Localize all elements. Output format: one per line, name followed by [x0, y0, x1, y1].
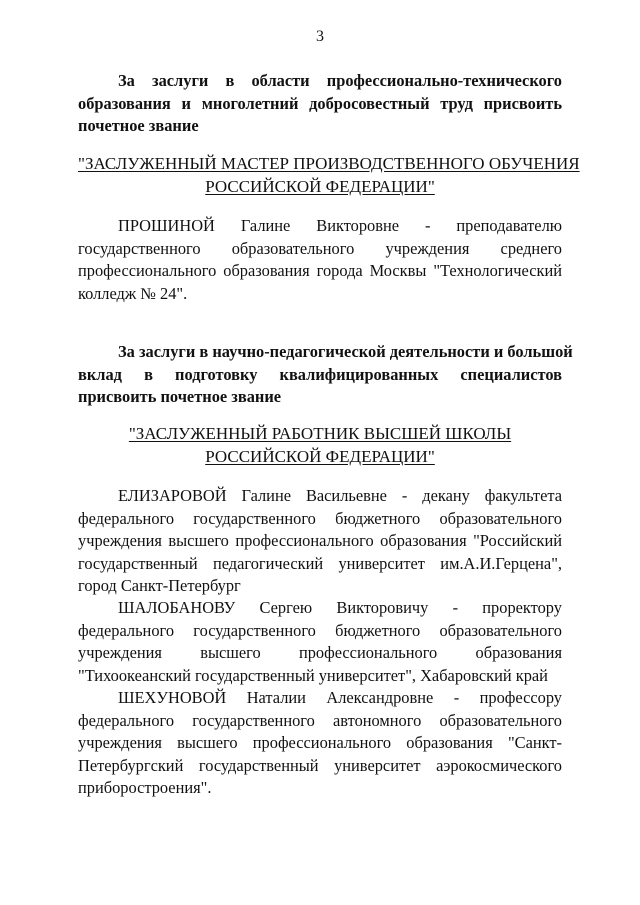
award-entry-elizarova [78, 485, 562, 598]
entry-line: колледж № 24". [78, 283, 188, 303]
entry-line: государственного образовательного учреждения среднего [78, 238, 562, 258]
section1-award-title [78, 153, 580, 198]
entry-line: федерального государственного бюджетного образовательного [78, 508, 562, 528]
award-entry-shekhunova [78, 687, 562, 800]
entry-line: ЕЛИЗАРОВОЙ Галине Васильевне - декану факультета [118, 486, 562, 505]
entry-line: "Тихоокеанский государственный университет", Хабаровский край [78, 665, 548, 685]
section2-award-title [78, 423, 562, 468]
entry-line: федерального государственного автономного образовательного [78, 710, 562, 730]
award-title-line: РОССИЙСКОЙ ФЕДЕРАЦИИ" [205, 446, 435, 466]
entry-line: учреждения высшего профессионального образования "Российский [78, 531, 562, 550]
intro-line: За заслуги в научно-педагогической деятельности и большой [118, 342, 573, 361]
intro-line: присвоить почетное звание [78, 387, 282, 406]
entry-line: ПРОШИНОЙ Галине Викторовне - преподавателю [118, 216, 562, 235]
entry-line: федерального государственного бюджетного образовательного [78, 620, 562, 640]
intro-line: образования и многолетний добросовестный труд присвоить [78, 93, 562, 113]
entry-line: государственный педагогический университет им.А.И.Герцена", [78, 553, 562, 573]
intro-line: вклад в подготовку квалифицированных специалистов [78, 364, 562, 384]
intro-line: За заслуги в области профессионально-технического [118, 71, 562, 90]
page-number: 3 [316, 28, 324, 45]
entry-line: город Санкт-Петербург [78, 576, 241, 595]
section1-intro [78, 70, 562, 138]
award-entry-proshina [78, 215, 562, 305]
award-entry-shalobanov [78, 597, 562, 687]
entry-line: учреждения высшего профессионального образования [78, 643, 562, 662]
award-title-line: "ЗАСЛУЖЕННЫЙ МАСТЕР ПРОИЗВОДСТВЕННОГО ОБУЧЕНИЯ [78, 154, 580, 173]
entry-line: ШЕХУНОВОЙ Наталии Александровне - профессору [118, 688, 562, 707]
award-title-line: РОССИЙСКОЙ ФЕДЕРАЦИИ" [205, 176, 435, 196]
entry-line: ШАЛОБАНОВУ Сергею Викторовичу - проректору [118, 598, 562, 617]
section2-intro [78, 341, 573, 409]
award-title-line: "ЗАСЛУЖЕННЫЙ РАБОТНИК ВЫСШЕЙ ШКОЛЫ [128, 424, 512, 443]
entry-line: учреждения высшего профессионального образования "Санкт- [78, 733, 562, 752]
entry-line: профессионального образования города Москвы "Технологический [78, 261, 562, 280]
entry-line: Петербургский государственный университет аэрокосмического [78, 755, 562, 775]
intro-line: почетное звание [78, 116, 199, 135]
entry-line: приборостроения". [78, 778, 212, 797]
